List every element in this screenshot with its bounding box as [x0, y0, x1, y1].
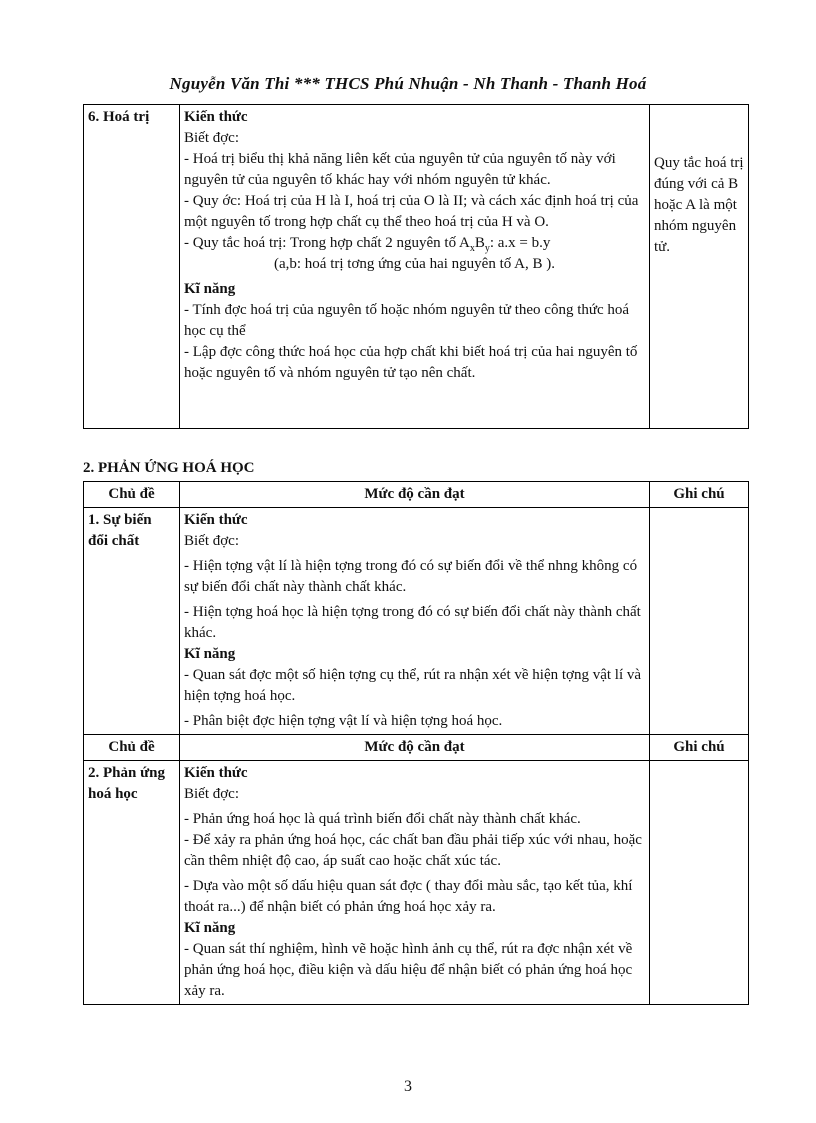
skills-line: - Lập đợc công thức hoá học của hợp chất khi biết hoá trị của hai nguyên tố hoặc nguyên tố và nhóm nguyên tử tạo nên chất.	[184, 344, 638, 381]
column-header-note: Ghi chú	[650, 482, 749, 508]
knowledge-line: - Hiện tợng hoá học là hiện tợng trong đó có sự biến đổi chất này thành chất khác.	[184, 604, 641, 641]
knowledge-line: - Để xảy ra phản ứng hoá học, các chất ban đầu phải tiếp xúc với nhau, hoặc cần thêm nhiệt độ cao, áp suất cao hoặc chất xúc tác.	[184, 832, 642, 869]
column-header-note: Ghi chú	[650, 735, 749, 761]
table-header-row	[84, 482, 749, 508]
table-row	[84, 761, 749, 1005]
note-cell: Quy tắc hoá trị đúng với cả B hoặc A là một nhóm nguyên tử.	[650, 105, 749, 429]
skills-line: - Quan sát đợc một số hiện tợng cụ thể, rút ra nhận xét về hiện tợng vật lí và hiện tợng hoá học.	[184, 667, 642, 704]
valence-formula: : a.x = b.y	[489, 235, 551, 251]
column-header-level: Mức độ cần đạt	[180, 735, 650, 761]
table-valence	[83, 104, 749, 429]
topic-cell: 2. Phản ứng hoá học	[84, 761, 180, 1005]
know-label: Biết đợc:	[184, 130, 240, 146]
skills-heading: Kĩ năng	[184, 281, 236, 297]
knowledge-line: (a,b: hoá trị tơng ứng của hai nguyên tố A, B ).	[273, 256, 555, 272]
skills-heading: Kĩ năng	[184, 920, 236, 936]
valence-rule-text: - Quy tắc hoá trị: Trong hợp chất 2 nguyên tố A	[184, 235, 470, 251]
knowledge-heading: Kiến thức	[184, 765, 248, 781]
content-cell	[180, 508, 650, 735]
column-header-topic: Chủ đề	[84, 482, 180, 508]
knowledge-line: - Quy ớc: Hoá trị của H là I, hoá trị của O là II; và cách xác định hoá trị của một nguyên tố trong hợp chất cụ thể theo hoá trị của H và O.	[184, 193, 639, 230]
knowledge-line: - Hiện tợng vật lí là hiện tợng trong đó có sự biến đổi về thể nhng không có sự biến đổi chất này thành chất khác.	[184, 558, 638, 595]
knowledge-line: - Phản ứng hoá học là quá trình biến đổi chất này thành chất khác.	[184, 811, 581, 827]
skills-line: - Quan sát thí nghiệm, hình vẽ hoặc hình ảnh cụ thể, rút ra đợc nhận xét về phản ứng hoá học, điều kiện và dấu hiệu để nhận biết có phản ứng hoá học xảy ra.	[184, 941, 633, 999]
page-number: 3	[404, 1078, 412, 1095]
topic-cell: 6. Hoá trị	[84, 105, 180, 429]
know-label: Biết đợc:	[184, 533, 240, 549]
table-header-row	[84, 735, 749, 761]
column-header-level: Mức độ cần đạt	[180, 482, 650, 508]
know-label: Biết đợc:	[184, 786, 240, 802]
element-b: B	[474, 235, 485, 251]
section-title: 2. PHẢN ỨNG HOÁ HỌC	[83, 460, 255, 476]
skills-line: - Phân biệt đợc hiện tợng vật lí và hiện tợng hoá học.	[184, 713, 503, 729]
table-chemical-reaction	[83, 481, 749, 1005]
note-cell	[650, 761, 749, 1005]
content-cell	[180, 105, 650, 429]
skills-heading: Kĩ năng	[184, 646, 236, 662]
subscript-y: y	[484, 243, 490, 254]
table-row	[84, 508, 749, 735]
subscript-x: x	[469, 243, 475, 254]
valence-rule-line	[184, 233, 645, 254]
knowledge-heading: Kiến thức	[184, 512, 248, 528]
topic-cell: 1. Sự biến đổi chất	[84, 508, 180, 735]
page-header: Nguyễn Văn Thi *** THCS Phú Nhuận - Nh Thanh - Thanh Hoá	[169, 74, 647, 93]
note-cell	[650, 508, 749, 735]
knowledge-line: - Hoá trị biểu thị khả năng liên kết của nguyên tử của nguyên tố này với nguyên tử của nguyên tố khác hay với nhóm nguyên tử khác.	[184, 151, 616, 188]
knowledge-heading: Kiến thức	[184, 109, 248, 125]
table-row	[84, 105, 749, 429]
skills-line: - Tính đợc hoá trị của nguyên tố hoặc nhóm nguyên tử theo công thức hoá học cụ thể	[184, 302, 630, 339]
column-header-topic: Chủ đề	[84, 735, 180, 761]
knowledge-line: - Dựa vào một số dấu hiệu quan sát đợc ( thay đổi màu sắc, tạo kết tủa, khí thoát ra...) để nhận biết có phản ứng hoá học xảy ra.	[184, 878, 633, 915]
content-cell	[180, 761, 650, 1005]
